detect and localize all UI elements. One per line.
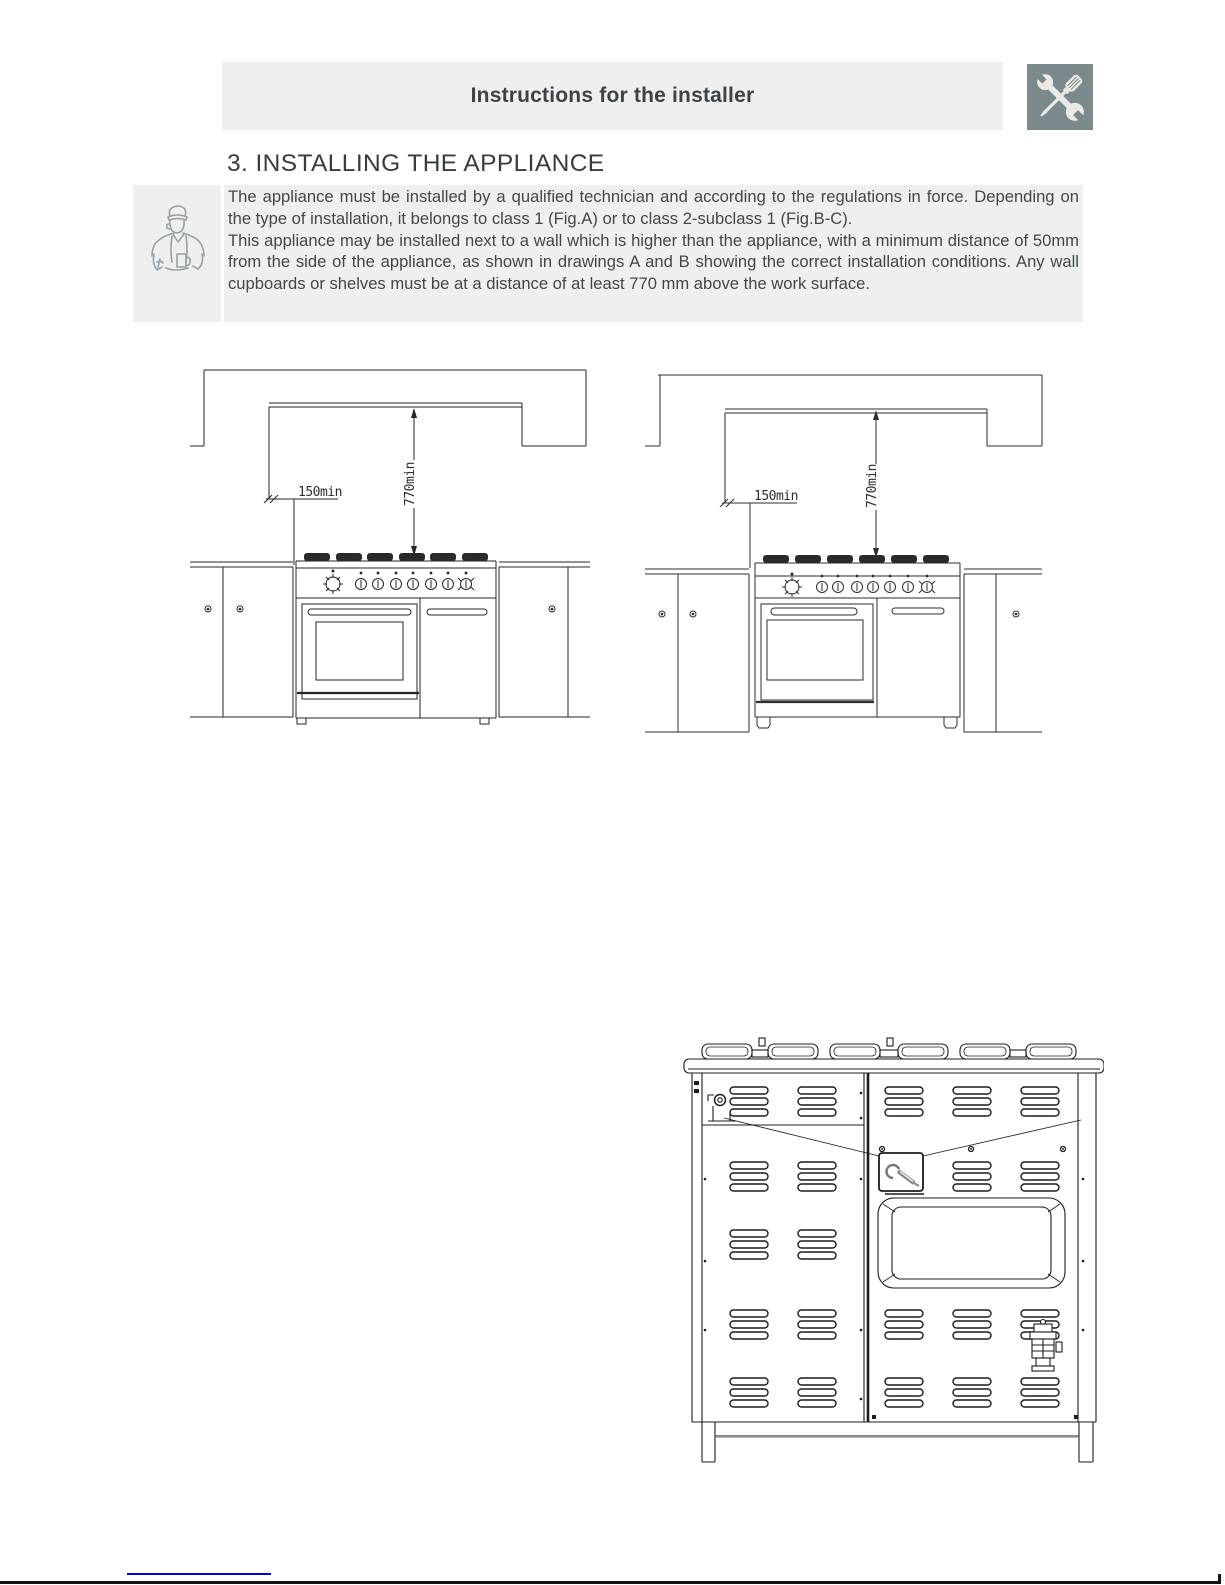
- header-bar: [222, 62, 1003, 130]
- note-paragraph-1: The appliance must be installed by a qualified technician and according to the regulations in force. Depending on the type of installation, it belongs to class 1 (Fig.A) or to class 2-subclass 1 (Fig.B-C).: [228, 187, 1079, 228]
- section-title: 3. INSTALLING THE APPLIANCE: [227, 150, 605, 177]
- recessed-panel: [878, 1198, 1065, 1288]
- fig-b-top-clearance-label: 770min: [865, 464, 880, 508]
- fig-a-top-clearance-label: 770min: [403, 462, 418, 506]
- wrench-screwdriver-icon: [1027, 64, 1093, 130]
- installer-person-icon: [146, 202, 208, 306]
- figure-b-installation-clearance: [645, 362, 1050, 737]
- control-knobs: [782, 573, 935, 597]
- gas-connection-label: [879, 1153, 924, 1194]
- page-bottom-rule-tick: [1218, 1574, 1221, 1584]
- installer-note-text: [224, 185, 1083, 322]
- rear-burners: [702, 1038, 1076, 1059]
- figure-a-installation-clearance: [190, 362, 590, 730]
- figure-rear-view: [672, 1028, 1104, 1478]
- control-knobs: [323, 570, 474, 594]
- footer-link-underline[interactable]: [127, 1573, 271, 1575]
- note-paragraph-2: This appliance may be installed next to a wall which is higher than the appliance, with a minimum distance of 50mm from the side of the appliance, as shown in drawings A and B showing the correct installation conditions. Any wall cupboards or shelves must be at a distance of at least 770 mm above the work surface.: [228, 230, 1079, 294]
- header-title: Instructions for the installer: [470, 84, 755, 107]
- installer-note-icon-box: [133, 185, 221, 322]
- fig-b-side-clearance-label: 150min: [754, 489, 798, 504]
- page-bottom-rule: [0, 1581, 1221, 1584]
- tools-icon: [1027, 64, 1093, 130]
- fig-a-side-clearance-label: 150min: [298, 485, 342, 500]
